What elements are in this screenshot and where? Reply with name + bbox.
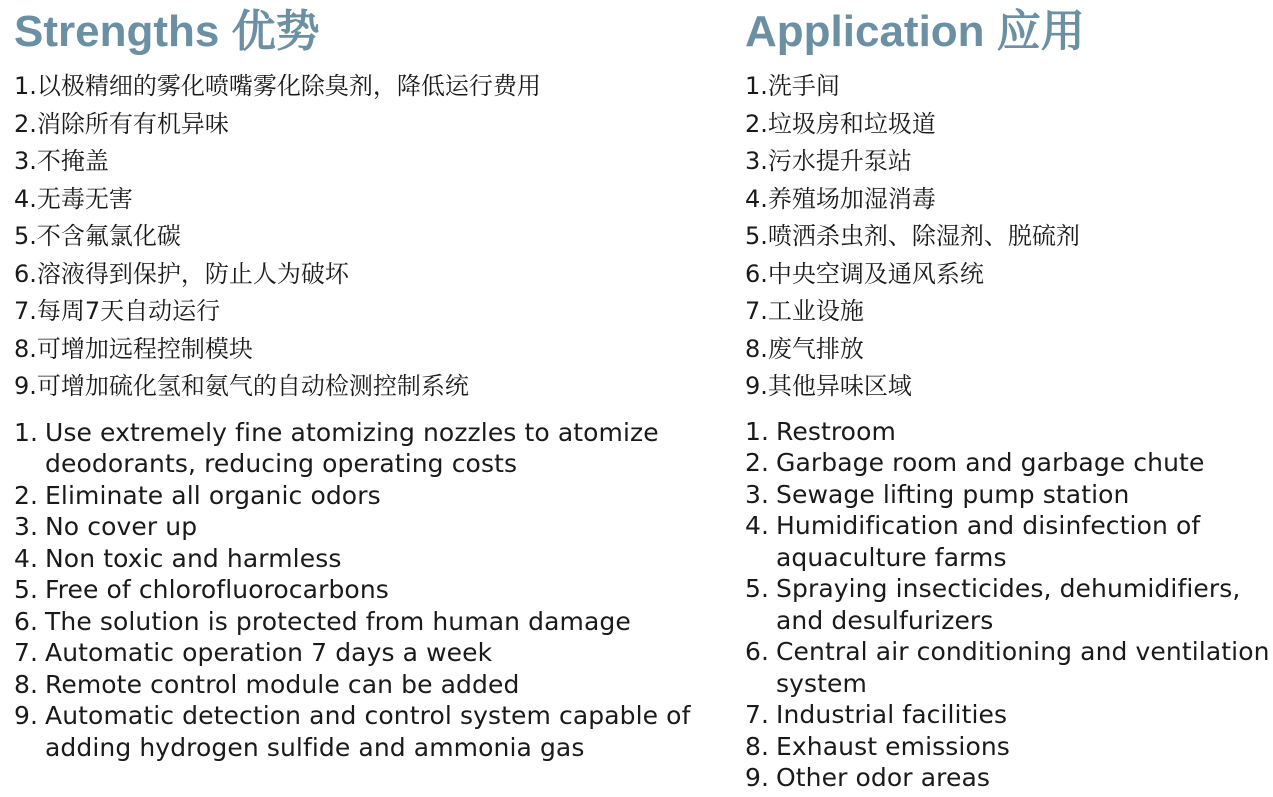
list-item <box>14 417 714 480</box>
list-item <box>14 669 714 701</box>
item-number: 4. <box>745 511 770 540</box>
item-text: Automatic detection and control system capable of adding hydrogen sulfide and ammonia gas <box>45 701 691 762</box>
item-text: Free of chlorofluorocarbons <box>45 575 389 604</box>
list-item <box>14 700 714 763</box>
item-text: Restroom <box>776 416 896 446</box>
list-item: 6.中央空调及通风系统 <box>745 259 984 288</box>
item-number: 2. <box>745 448 770 477</box>
list-item: 6.溶液得到保护，防止人为破坏 <box>14 259 349 288</box>
item-number: 1. <box>745 416 770 446</box>
list-item: 9.其他异味区域 <box>745 372 912 400</box>
item-number: 8. <box>14 669 39 699</box>
item-text: Industrial facilities <box>776 700 1008 729</box>
item-number: 3. <box>745 479 770 509</box>
item-text: Exhaust emissions <box>776 731 1010 761</box>
item-number: 5. <box>745 574 770 603</box>
list-item: 7.每周7天自动运行 <box>14 297 221 325</box>
strengths-section <box>14 0 714 763</box>
application-heading: Application 应用 <box>745 7 1085 56</box>
strengths-heading: Strengths 优势 <box>14 7 320 56</box>
list-item: 4.养殖场加湿消毒 <box>745 184 936 213</box>
item-text: No cover up <box>45 512 198 541</box>
list-item: 5.不含氟氯化碳 <box>14 222 181 250</box>
item-text: Spraying insecticides, dehumidifiers, and desulfurizers <box>776 574 1241 635</box>
item-text: Non toxic and harmless <box>45 543 342 573</box>
list-item <box>745 479 1273 511</box>
list-item <box>745 573 1273 636</box>
strengths-english-list <box>14 417 714 764</box>
strengths-chinese-list <box>14 68 714 406</box>
item-text: Eliminate all organic odors <box>45 480 381 510</box>
list-item: 1.洗手间 <box>745 72 840 100</box>
item-number: 5. <box>14 575 39 604</box>
list-item: 3.不掩盖 <box>14 147 109 175</box>
list-item: 8.废气排放 <box>745 334 864 363</box>
list-item <box>745 636 1273 699</box>
item-text: Automatic operation 7 days a week <box>45 638 493 667</box>
list-item: 3.污水提升泵站 <box>745 147 912 175</box>
list-item: 2.垃圾房和垃圾道 <box>745 109 936 138</box>
list-item <box>14 637 714 669</box>
list-item: 8.可增加远程控制模块 <box>14 334 253 363</box>
application-chinese-list <box>745 68 1273 406</box>
list-item: 2.消除所有有机异味 <box>14 109 229 138</box>
item-number: 9. <box>745 763 770 792</box>
item-number: 6. <box>745 637 770 666</box>
item-number: 7. <box>14 638 39 667</box>
list-item <box>14 606 714 638</box>
list-item: 4.无毒无害 <box>14 184 133 213</box>
item-number: 4. <box>14 543 39 573</box>
item-text: The solution is protected from human damage <box>45 606 631 636</box>
list-item <box>745 447 1273 479</box>
item-text: Sewage lifting pump station <box>776 479 1130 509</box>
item-text: Garbage room and garbage chute <box>776 448 1205 477</box>
list-item: 7.工业设施 <box>745 297 864 325</box>
item-text: Central air conditioning and ventilation system <box>776 637 1270 698</box>
item-text: Humidification and disinfection of aquaculture farms <box>776 511 1201 572</box>
item-number: 6. <box>14 606 39 636</box>
list-item <box>745 416 1273 448</box>
list-item <box>14 574 714 606</box>
list-item <box>745 762 1273 794</box>
item-number: 7. <box>745 700 770 729</box>
application-english-list <box>745 416 1273 794</box>
item-number: 3. <box>14 512 39 541</box>
list-item <box>745 731 1273 763</box>
item-number: 2. <box>14 480 39 510</box>
item-text: Remote control module can be added <box>45 669 520 699</box>
item-text: Use extremely fine atomizing nozzles to atomize deodorants, reducing operating costs <box>45 417 659 478</box>
list-item: 5.喷洒杀虫剂、除湿剂、脱硫剂 <box>745 222 1080 250</box>
list-item <box>14 480 714 512</box>
item-text: Other odor areas <box>776 763 990 792</box>
application-section <box>745 0 1273 794</box>
list-item <box>14 511 714 543</box>
list-item: 1.以极精细的雾化喷嘴雾化除臭剂，降低运行费用 <box>14 72 541 100</box>
list-item <box>745 699 1273 731</box>
item-number: 1. <box>14 417 39 447</box>
list-item: 9.可增加硫化氢和氨气的自动检测控制系统 <box>14 372 469 400</box>
list-item <box>745 510 1273 573</box>
item-number: 9. <box>14 701 39 730</box>
item-number: 8. <box>745 731 770 761</box>
list-item <box>14 543 714 575</box>
